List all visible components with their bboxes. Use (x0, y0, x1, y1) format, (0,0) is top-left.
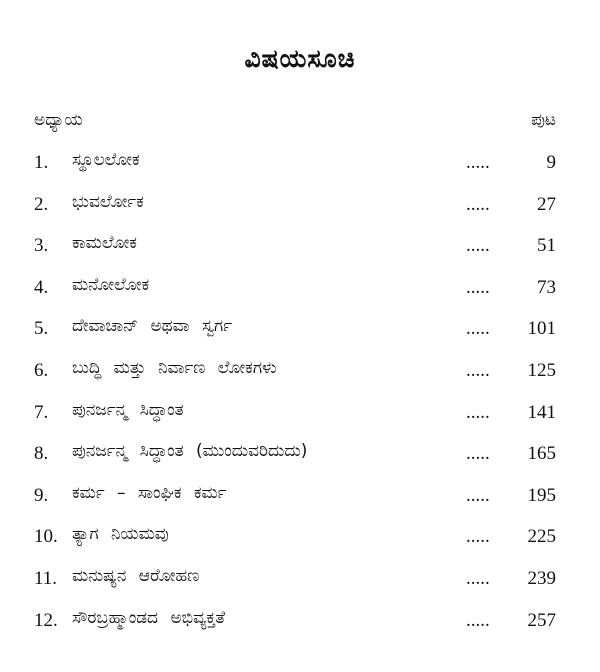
page-number: 51 (537, 235, 556, 257)
chapter-title: ಕಾಮಲೋಕ (72, 233, 137, 254)
toc-entry (0, 564, 600, 606)
chapter-number: 12. (34, 609, 58, 631)
toc-entry (0, 190, 600, 232)
table-of-contents (0, 148, 600, 647)
page-number: 195 (527, 484, 556, 506)
leader-dots: ..... (466, 484, 490, 506)
leader-dots: ..... (466, 235, 490, 257)
chapter-title: ತ್ಯಾಗ ನಿಯಮವು (72, 524, 169, 545)
chapter-title: ಮನುಷ್ಯನ ಆರೋಹಣ (72, 565, 200, 586)
page-number: 239 (527, 567, 556, 589)
leader-dots: ..... (466, 276, 490, 298)
chapter-number: 4. (34, 276, 49, 298)
chapter-number: 6. (34, 359, 49, 381)
chapter-title: ಸೌರಬ್ರಹ್ಮಾಂಡದ ಅಭಿವ್ಯಕ್ತತೆ (72, 607, 226, 628)
page-title: ವಿಷಯಸೂಚಿ (244, 44, 356, 73)
chapter-title: ಸ್ಥೂಲಲೋಕ (72, 150, 140, 170)
leader-dots: ..... (466, 609, 490, 631)
chapter-number: 10. (34, 526, 58, 548)
toc-entry (0, 522, 600, 564)
chapter-title: ದೇವಾಚಾನ್ ಅಥವಾ ಸ್ವರ್ಗ (72, 316, 233, 337)
toc-entry (0, 356, 600, 398)
page-number: 225 (527, 526, 556, 548)
chapter-title: ಮನೋಲೋಕ (72, 274, 150, 295)
leader-dots: ..... (466, 526, 490, 548)
page-number: 9 (546, 152, 556, 173)
chapter-number: 5. (34, 318, 49, 340)
page-number: 101 (527, 318, 556, 340)
chapter-number: 1. (34, 152, 49, 173)
toc-entry (0, 314, 600, 356)
page-number: 257 (527, 609, 556, 631)
chapter-number: 2. (34, 193, 49, 215)
chapter-number: 9. (34, 484, 49, 506)
chapter-title: ಪುನರ್ಜನ್ಮ ಸಿದ್ಧಾಂತ (72, 399, 184, 420)
leader-dots: ..... (466, 193, 490, 215)
chapter-number: 7. (34, 401, 49, 423)
chapter-number: 3. (34, 235, 49, 257)
chapter-column-header: ಅಧ್ಯಾಯ (34, 110, 83, 130)
toc-entry (0, 231, 600, 273)
toc-entry (0, 481, 600, 523)
toc-entry (0, 273, 600, 315)
leader-dots: ..... (466, 152, 490, 173)
toc-entry (0, 439, 600, 481)
page-number: 73 (537, 276, 556, 298)
chapter-number: 8. (34, 443, 49, 465)
chapter-title: ಕರ್ಮ – ಸಾಂಘಿಕ ಕರ್ಮ (72, 482, 227, 503)
toc-entry (0, 606, 600, 648)
toc-entry (0, 148, 600, 190)
page-number: 125 (527, 359, 556, 381)
page-number: 141 (527, 401, 556, 423)
chapter-number: 11. (34, 567, 58, 589)
chapter-title: ಬುದ್ಧಿ ಮತ್ತು ನಿರ್ವಾಣ ಲೋಕಗಳು (72, 357, 277, 378)
page-number: 165 (527, 443, 556, 465)
leader-dots: ..... (466, 318, 490, 340)
toc-entry (0, 398, 600, 440)
leader-dots: ..... (466, 359, 490, 381)
chapter-title: ಪುನರ್ಜನ್ಮ ಸಿದ್ಧಾಂತ (ಮುಂದುವರಿದುದು) (72, 441, 308, 462)
chapter-title: ಭುವರ್ಲೋಕ (72, 191, 144, 212)
page-number: 27 (537, 193, 556, 215)
page-column-header: ಪುಟ (531, 110, 556, 130)
leader-dots: ..... (466, 401, 490, 423)
leader-dots: ..... (466, 567, 490, 589)
leader-dots: ..... (466, 443, 490, 465)
